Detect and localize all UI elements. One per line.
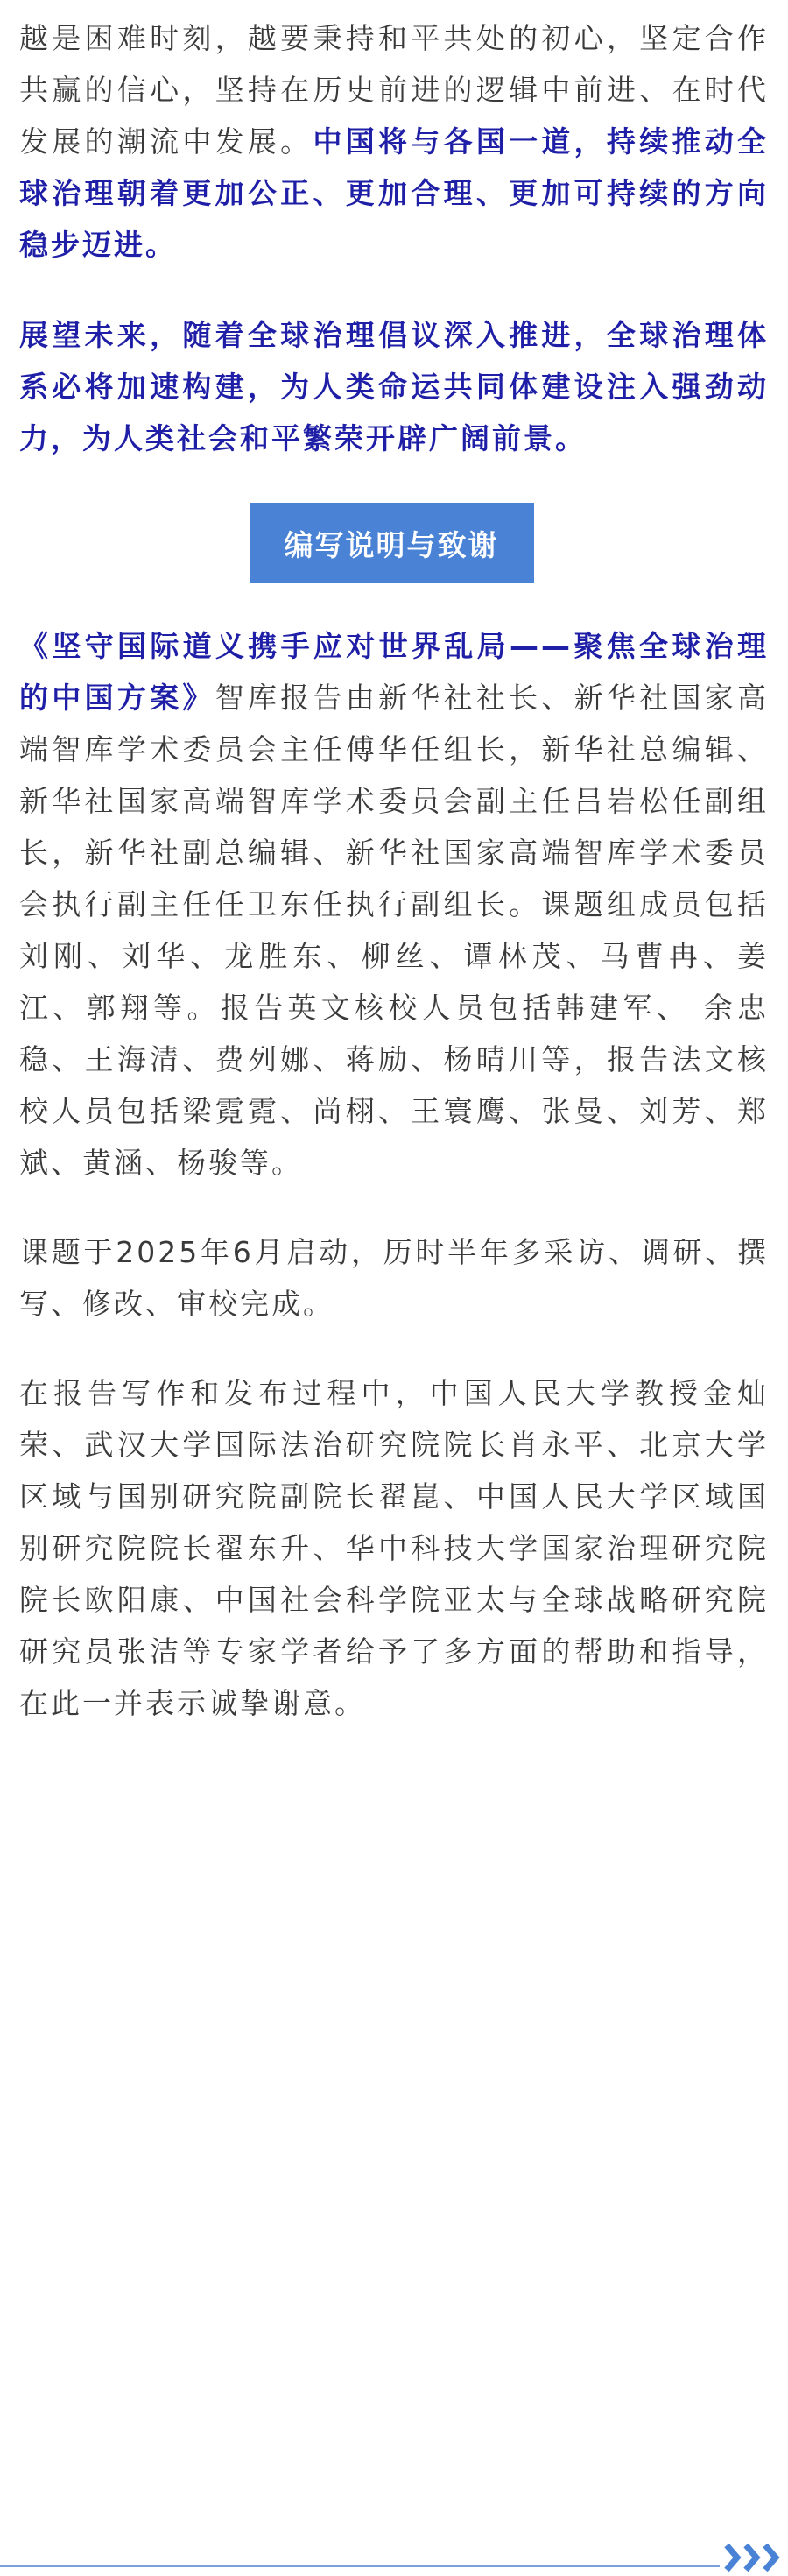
section-title-wrapper xyxy=(19,503,769,583)
outlook-paragraph: 展望未来，随着全球治理倡议深入推进，全球治理体系必将加速构建，为人类命运共同体建设注入强劲动力，为人类社会和平繁荣开辟广阔前景。 xyxy=(19,318,769,455)
acknowledgement-paragraph-1 xyxy=(19,620,769,1189)
bottom-divider xyxy=(0,2565,788,2567)
triple-chevron-right-icon xyxy=(720,2540,788,2576)
acknowledgement-paragraph-2: 课题于2025年6月启动，历时半年多采访、调研、撰写、修改、审校完成。 xyxy=(19,1235,769,1321)
section-title: 编写说明与致谢 xyxy=(250,503,534,583)
closing-paragraph-text: 越是困难时刻，越要秉持和平共处的初心，坚定合作共赢的信心，坚持在历史前进的逻辑中前进、在时代发展的潮流中发展。 xyxy=(19,21,769,159)
closing-paragraph xyxy=(19,12,769,271)
acknowledgement-paragraph-1-text: 智库报告由新华社社长、新华社国家高端智库学术委员会主任傅华任组长，新华社总编辑、新华社国家高端智库学术委员会副主任吕岩松任副组长，新华社副总编辑、新华社国家高端智库学术委员会执行副主任任卫东任执行副组长。课题组成员包括刘刚、刘华、龙胜东、柳丝、谭林茂、马曹冉、姜江、郭翔等。报告英文核校人员包括韩建军、 余忠稳、王海清、费列娜、蒋励、杨晴川等，报告法文核校人员包括梁霓霓、尚栩、王寰鹰、张曼、刘芳、郑斌、黄涵、杨骏等。 xyxy=(19,681,770,1180)
acknowledgement-paragraph-3: 在报告写作和发布过程中，中国人民大学教授金灿荣、武汉大学国际法治研究院院长肖永平、北京大学区域与国别研究院副院长翟崑、中国人民大学区域国别研究院院长翟东升、华中科技大学国家治理研究院院长欧阳康、中国社会科学院亚太与全球战略研究院研究员张洁等专家学者给予了多方面的帮助和指导，在此一并表示诚挚谢意。 xyxy=(19,1376,769,1720)
article-body xyxy=(19,12,769,1729)
closing-paragraph-emphasis: 中国将与各国一道，持续推动全球治理朝着更加公正、更加合理、更加可持续的方向稳步迈进。 xyxy=(19,124,770,262)
report-title: 《坚守国际道义携手应对世界乱局——聚焦全球治理的中国方案》 xyxy=(19,629,769,715)
